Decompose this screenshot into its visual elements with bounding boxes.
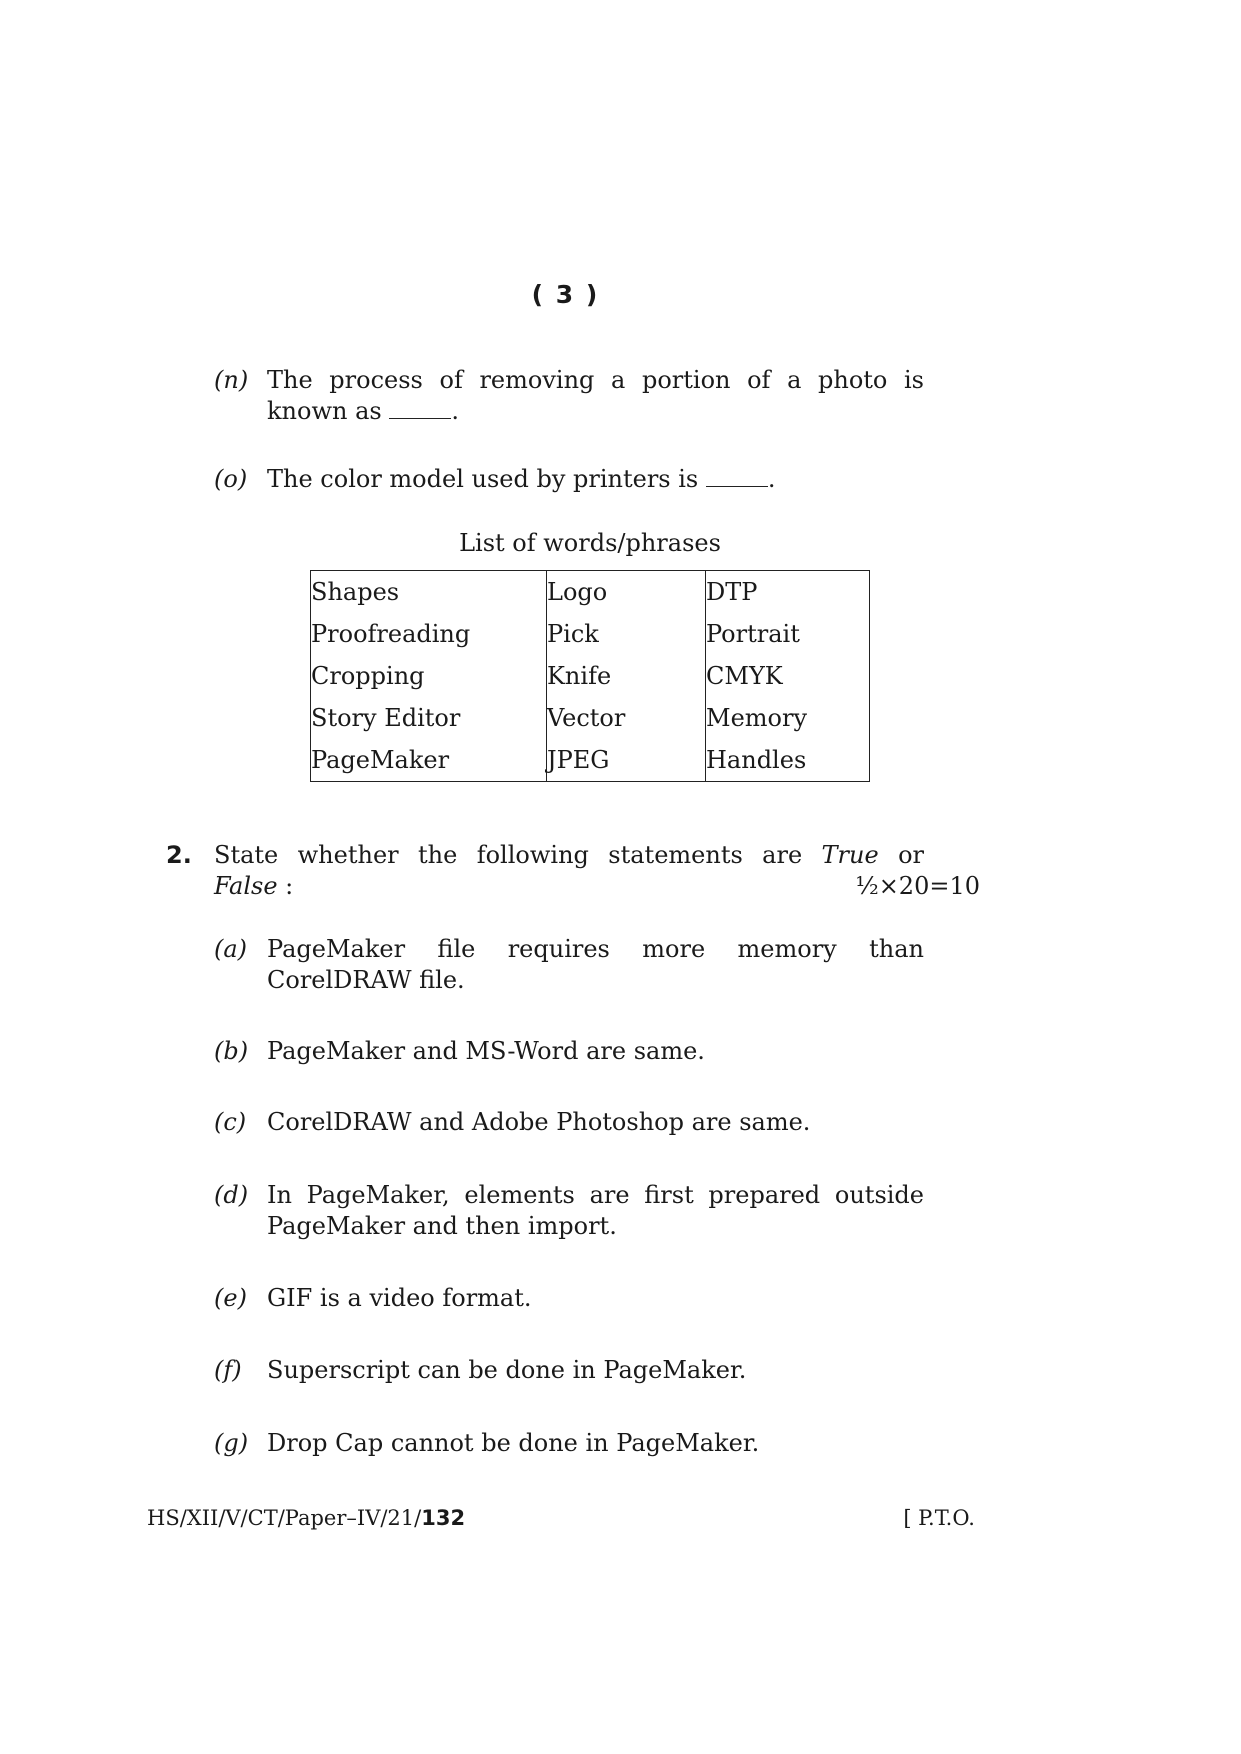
statement-text: PageMaker file requires more memory than CorelDRAW file. [267, 935, 924, 994]
paper-code-number: 132 [421, 1506, 466, 1530]
statement-text: In PageMaker, elements are first prepared outside PageMaker and then import. [267, 1181, 924, 1240]
statement-text: PageMaker and MS-Word are same. [267, 1037, 705, 1065]
statement-text: CorelDRAW and Adobe Photoshop are same. [267, 1108, 811, 1136]
question-2-line-1: State whether the following statements are True or [214, 841, 924, 869]
question-number: 2. [166, 841, 192, 869]
question-n [214, 365, 924, 427]
true-word: True [821, 841, 879, 869]
answer-blank [706, 466, 768, 487]
question-label: (o) [214, 465, 248, 493]
statement-label: (g) [214, 1429, 249, 1457]
word-cell: Pick [547, 620, 599, 648]
statement-label: (e) [214, 1284, 247, 1312]
question-text: The process of removing a portion of a photo is known as . [267, 366, 924, 425]
word-cell: Portrait [706, 620, 800, 648]
word-cell: Handles [706, 746, 807, 774]
question-label: (n) [214, 366, 249, 394]
statement-label: (b) [214, 1037, 249, 1065]
statement-label: (a) [214, 935, 248, 963]
marks: ½×20=10 [855, 872, 980, 900]
word-cell: Proofreading [311, 620, 471, 648]
statement-label: (d) [214, 1181, 249, 1209]
pto-note: [ P.T.O. [903, 1506, 975, 1530]
word-cell: Story Editor [311, 704, 461, 732]
word-cell: Logo [547, 578, 608, 606]
statement-f [214, 1355, 924, 1386]
word-cell: DTP [706, 578, 758, 606]
word-cell: Memory [706, 704, 808, 732]
word-list-table [310, 570, 870, 782]
word-cell: Shapes [311, 578, 400, 606]
word-cell: Vector [547, 704, 626, 732]
statement-d [214, 1180, 924, 1242]
question-text: The color model used by printers is . [267, 465, 776, 493]
word-column-1 [311, 571, 547, 782]
word-list-caption: List of words/phrases [459, 529, 721, 557]
word-cell: JPEG [547, 746, 610, 774]
statement-text: GIF is a video format. [267, 1284, 532, 1312]
statement-g [214, 1428, 924, 1459]
paper-code: HS/XII/V/CT/Paper–IV/21/132 [147, 1506, 466, 1530]
word-column-2 [547, 571, 706, 782]
question-2-heading [166, 840, 980, 902]
word-column-3 [706, 571, 870, 782]
page-number: ( 3 ) [531, 280, 600, 309]
question-o [214, 464, 924, 495]
word-cell: PageMaker [311, 746, 450, 774]
statement-c [214, 1107, 924, 1138]
word-cell: CMYK [706, 662, 783, 690]
statement-b [214, 1036, 924, 1067]
word-cell: Cropping [311, 662, 425, 690]
statement-label: (f) [214, 1356, 242, 1384]
statement-a [214, 934, 924, 996]
false-word: False [214, 872, 278, 900]
statement-label: (c) [214, 1108, 247, 1136]
question-2-line-2: False : ½×20=10 [214, 872, 980, 900]
word-cell: Knife [547, 662, 612, 690]
statement-e [214, 1283, 924, 1314]
answer-blank [389, 398, 451, 419]
statement-text: Superscript can be done in PageMaker. [267, 1356, 747, 1384]
statement-text: Drop Cap cannot be done in PageMaker. [267, 1429, 760, 1457]
